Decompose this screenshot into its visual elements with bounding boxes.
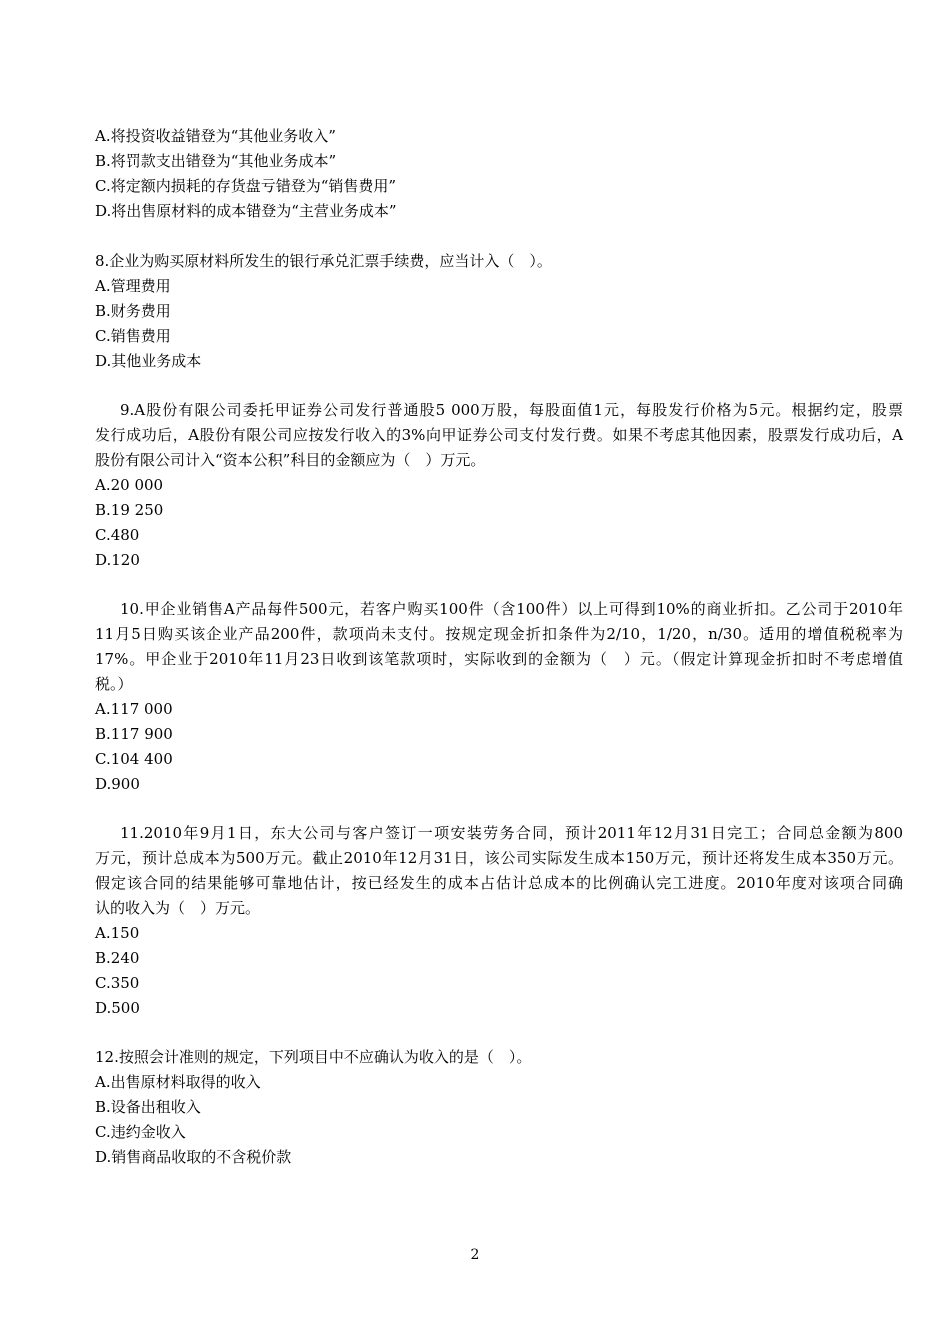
q12-stem: 12.按照会计准则的规定，下列项目中不应确认为收入的是（ ）。 <box>95 1048 532 1066</box>
q11-option-a: A.150 <box>95 924 140 942</box>
q10-option-b: B.117 900 <box>95 725 173 743</box>
q7-option-b: B.将罚款支出错登为“其他业务成本” <box>95 152 337 170</box>
q8-option-b: B.财务费用 <box>95 302 171 320</box>
q10-option-c: C.104 400 <box>95 750 173 768</box>
q10-stem-line-4: 税。） <box>95 675 133 693</box>
q11-option-c: C.350 <box>95 974 140 992</box>
q7-option-d: D.将出售原材料的成本错登为“主营业务成本” <box>95 202 397 220</box>
q11-stem-line-2: 万元，预计总成本为500万元。截止2010年12月31日，该公司实际发生成本150万元，预计还将发生成本350万元。 <box>95 849 903 867</box>
q9-option-b: B.19 250 <box>95 501 164 519</box>
q11-option-b: B.240 <box>95 949 140 967</box>
q11-stem-line-1: 11.2010年9月1日，东大公司与客户签订一项安装劳务合同，预计2011年12月31日完工；合同总金额为800 <box>120 824 903 842</box>
q11-option-d: D.500 <box>95 999 140 1017</box>
q10-stem-line-3: 17%。甲企业于2010年11月23日收到该笔款项时，实际收到的金额为（ ）元。（假定计算现金折扣时不考虑增值 <box>95 650 903 668</box>
page-number: 2 <box>470 1247 480 1263</box>
q9-stem-line-1: 9.A股份有限公司委托甲证券公司发行普通股5 000万股，每股面值1元，每股发行价格为5元。根据约定，股票 <box>120 401 903 419</box>
q7-option-c: C.将定额内损耗的存货盘亏错登为“销售费用” <box>95 177 397 195</box>
q8-stem: 8.企业为购买原材料所发生的银行承兑汇票手续费，应当计入（ ）。 <box>95 252 552 270</box>
q9-option-c: C.480 <box>95 526 140 544</box>
q10-option-a: A.117 000 <box>95 700 173 718</box>
q12-option-c: C.违约金收入 <box>95 1123 186 1141</box>
q12-option-b: B.设备出租收入 <box>95 1098 201 1116</box>
q10-option-d: D.900 <box>95 775 140 793</box>
q7-option-a: A.将投资收益错登为“其他业务收入” <box>95 127 336 145</box>
q9-stem-line-2: 发行成功后，A股份有限公司应按发行收入的3%向甲证券公司支付发行费。如果不考虑其他因素，股票发行成功后，A <box>95 426 903 444</box>
q9-option-a: A.20 000 <box>95 476 164 494</box>
q8-option-d: D.其他业务成本 <box>95 352 202 370</box>
q11-stem-line-3: 假定该合同的结果能够可靠地估计，按已经发生的成本占估计总成本的比例确认完工进度。2010年度对该项合同确 <box>95 874 903 892</box>
q9-stem-line-3: 股份有限公司计入“资本公积”科目的金额应为（ ）万元。 <box>95 451 486 469</box>
q10-stem-line-2: 11月5日购买该企业产品200件，款项尚未支付。按规定现金折扣条件为2/10，1/20，n/30。适用的增值税税率为 <box>95 625 903 643</box>
q12-option-d: D.销售商品收取的不含税价款 <box>95 1148 292 1166</box>
q9-option-d: D.120 <box>95 551 140 569</box>
q8-option-c: C.销售费用 <box>95 327 171 345</box>
q10-stem-line-1: 10.甲企业销售A产品每件500元，若客户购买100件（含100件）以上可得到10%的商业折扣。乙公司于2010年 <box>120 600 903 618</box>
q12-option-a: A.出售原材料取得的收入 <box>95 1073 261 1091</box>
q8-option-a: A.管理费用 <box>95 277 171 295</box>
q11-stem-line-4: 认的收入为（ ）万元。 <box>95 899 261 917</box>
